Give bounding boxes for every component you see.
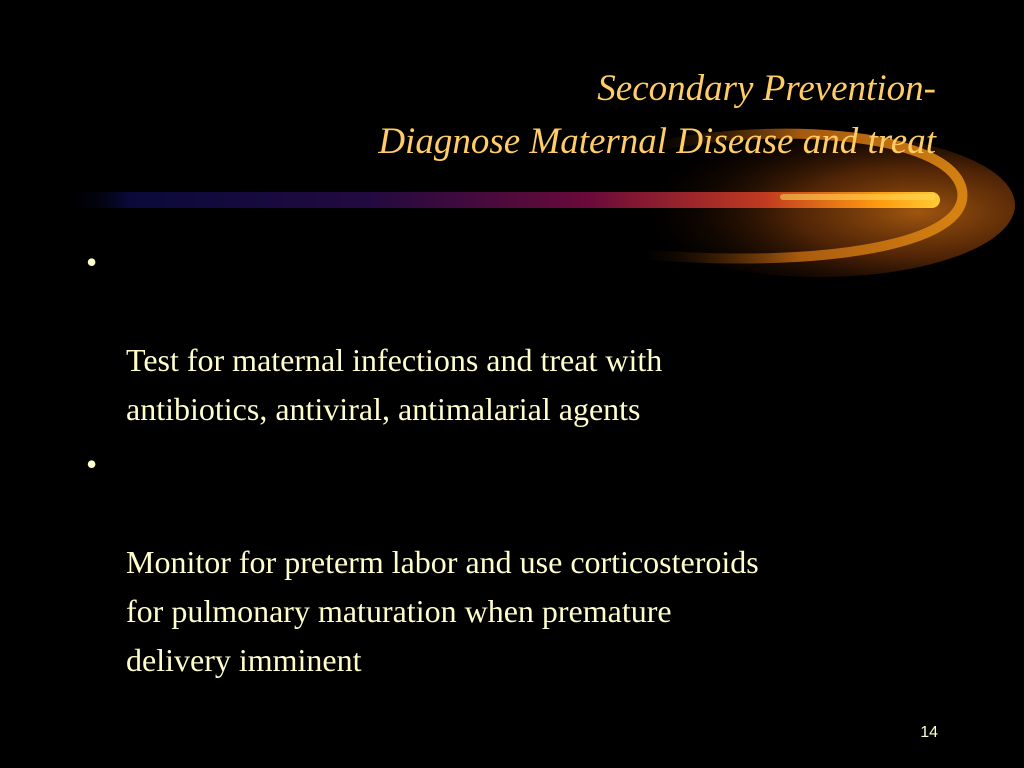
bullet-list — [86, 238, 936, 691]
bullet-marker: • — [86, 244, 98, 280]
bullet-item — [86, 440, 936, 685]
page-number: 14 — [920, 724, 938, 741]
bullet-item — [86, 238, 936, 434]
bullet-text: Test for maternal infections and treat with antibiotics, antiviral, antimalarial agents — [126, 342, 663, 427]
accent-bar-highlight — [780, 194, 935, 200]
slide-title — [116, 62, 936, 168]
slide-title-line-1: Secondary Prevention- — [597, 68, 936, 109]
bullet-marker: • — [86, 446, 98, 482]
slide-title-line-2: Diagnose Maternal Disease and treat — [378, 121, 936, 162]
bullet-text: Monitor for preterm labor and use corticosteroids for pulmonary maturation when premature delivery imminent — [126, 544, 759, 678]
